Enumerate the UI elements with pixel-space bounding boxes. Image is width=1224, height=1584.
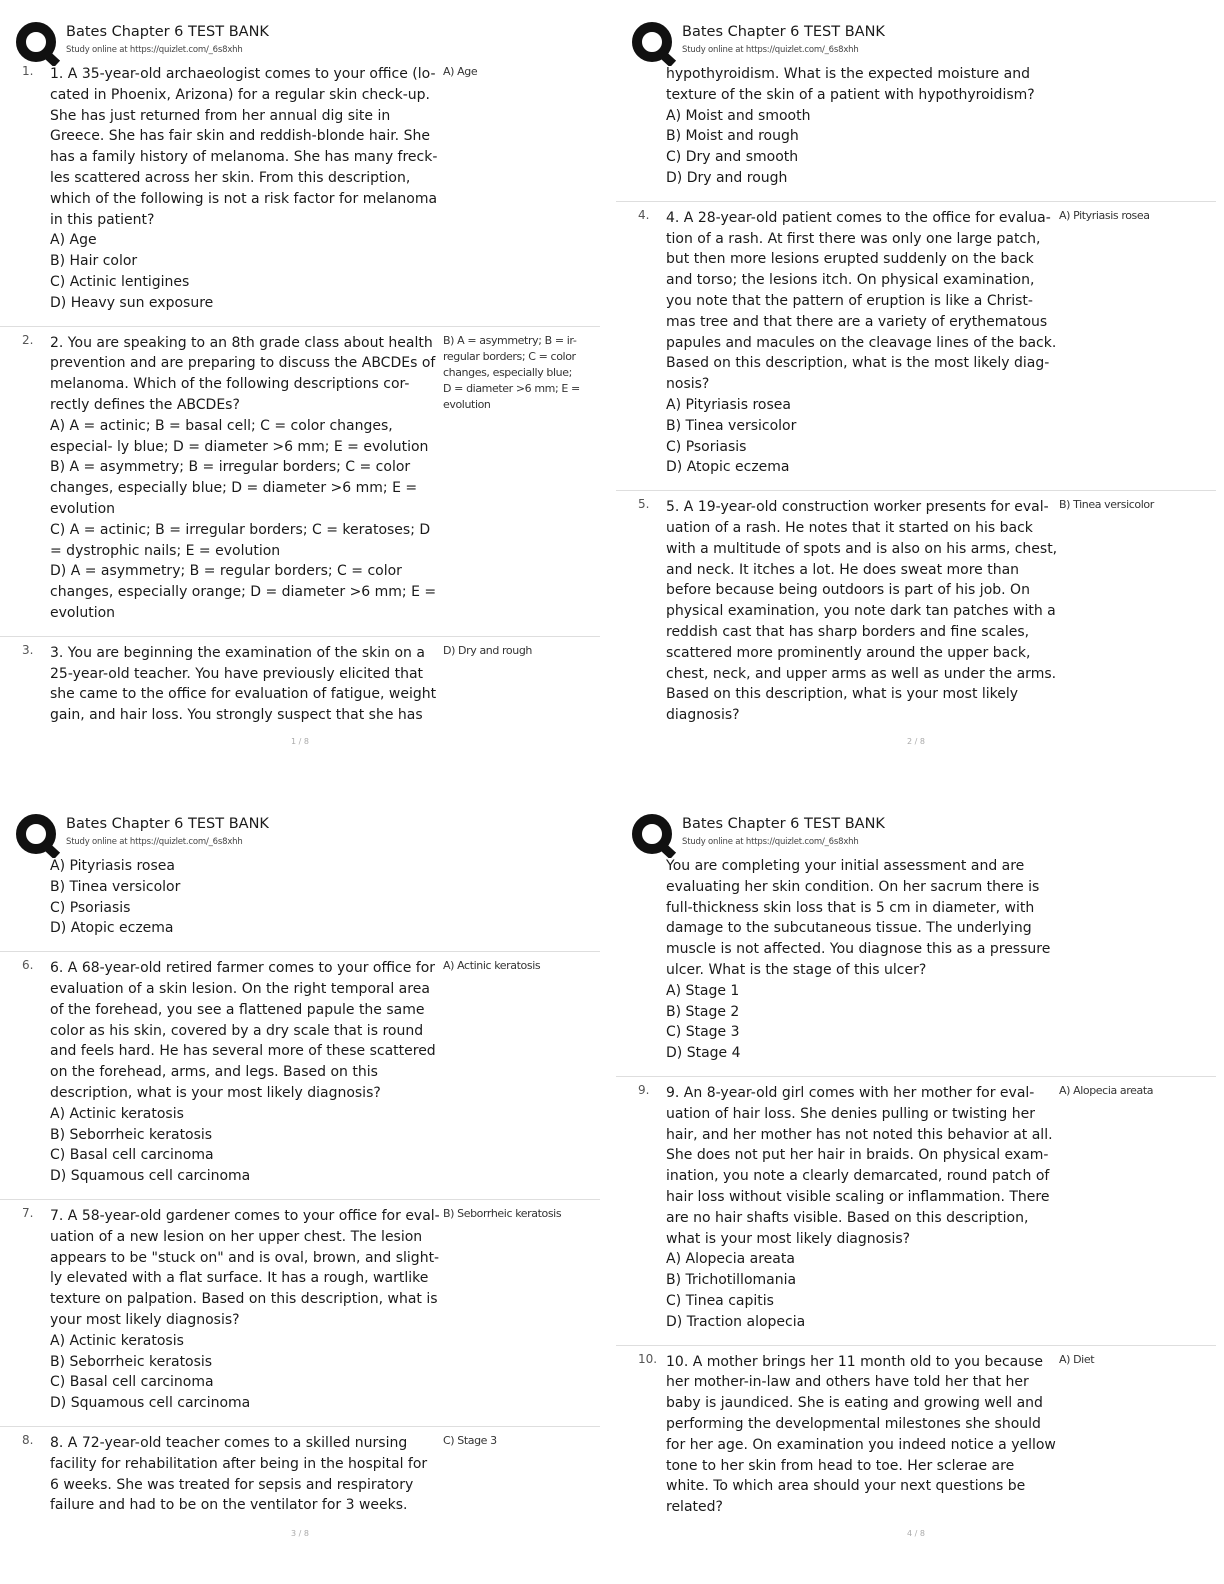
page-3 bbox=[0, 792, 600, 1568]
header-study-link[interactable]: Study online at https://quizlet.com/_6s8xhh bbox=[66, 45, 243, 55]
correct-answer: A) Diet bbox=[1059, 1352, 1095, 1366]
answer-option: A) Actinic keratosis bbox=[50, 1332, 184, 1349]
answer-option: A) Pityriasis rosea bbox=[666, 396, 791, 413]
header-study-link[interactable]: Study online at https://quizlet.com/_6s8xhh bbox=[66, 837, 243, 847]
question-item bbox=[0, 1199, 600, 1426]
question-item bbox=[0, 64, 600, 326]
answer-option: C) Dry and smooth bbox=[666, 149, 799, 166]
question-number: 2. bbox=[22, 332, 34, 347]
answer-option: C) Stage 3 bbox=[666, 1024, 740, 1041]
answer-option: C) Actinic lentigines bbox=[50, 273, 190, 290]
question-text: hypothyroidism. What is the expected moisture and texture of the skin of a patient with hypothyroidism? bbox=[666, 66, 1035, 103]
header-study-link[interactable]: Study online at https://quizlet.com/_6s8xhh bbox=[682, 45, 859, 55]
answer-option: C) Basal cell carcinoma bbox=[50, 1374, 214, 1391]
answer-option: A) Moist and smooth bbox=[666, 107, 811, 124]
question-text: 7. A 58-year-old gardener comes to your office for eval- uation of a new lesion on her upper chest. The lesion appears to be "stuck on" and is oval, brown, and slight- ly elevated with a flat surface. It has a rough, wartlike texture on palpation. Based on this description, what is your most likely diagnosis? bbox=[50, 1207, 440, 1328]
question-text: 5. A 19-year-old construction worker presents for eval- uation of a rash. He notes that it started on his back with a multitude of spots and is also on his arms, chest, and neck. It itches a lot. He does sweat more than before because being outdoors is part of his job. On physical examination, you note dark tan patches with a reddish cast that has sharp borders and fine scales, scattered more prominently around the upper back, chest, neck, and upper arms as well as under the arms. Based on this description, what is your most likely diagnosis? bbox=[666, 499, 1058, 724]
header-study-link[interactable]: Study online at https://quizlet.com/_6s8xhh bbox=[682, 837, 859, 847]
answer-option: B) Seborrheic keratosis bbox=[50, 1353, 213, 1370]
answer-option: D) Heavy sun exposure bbox=[50, 294, 214, 311]
answer-option: B) Moist and rough bbox=[666, 128, 799, 145]
question-text: 4. A 28-year-old patient comes to the office for evalua- tion of a rash. At first there was only one large patch, but then more lesions erupted suddenly on the back and torso; the lesions itch. On physical examination, you note that the pattern of eruption is like a Christ- mas tree and that there are a variety of erythematous papules and macules on the cleavage lines of the back. Based on this description, what is the most likely diag- nosis? bbox=[666, 209, 1057, 393]
correct-answer: A) Alopecia areata bbox=[1059, 1083, 1154, 1097]
page-footer: 2 / 8 bbox=[907, 737, 925, 746]
answer-option: D) Traction alopecia bbox=[666, 1313, 806, 1330]
answer-option: A) Stage 1 bbox=[666, 982, 740, 999]
header-title: Bates Chapter 6 TEST BANK bbox=[682, 816, 885, 832]
answer-option: C) Basal cell carcinoma bbox=[50, 1147, 214, 1164]
answer-option: B) Hair color bbox=[50, 253, 138, 270]
question-item bbox=[0, 636, 600, 738]
answer-option: D) Dry and rough bbox=[666, 169, 788, 186]
quizlet-logo-icon bbox=[16, 22, 60, 66]
header-title: Bates Chapter 6 TEST BANK bbox=[682, 24, 885, 40]
answer-option: D) Squamous cell carcinoma bbox=[50, 1395, 251, 1412]
header-title: Bates Chapter 6 TEST BANK bbox=[66, 24, 269, 40]
answer-option: A) Alopecia areata bbox=[666, 1251, 795, 1268]
answer-option: B) Stage 2 bbox=[666, 1003, 740, 1020]
correct-answer: B) Seborrheic keratosis bbox=[443, 1206, 562, 1220]
answer-option: B) Tinea versicolor bbox=[666, 417, 797, 434]
answer-option: B) Trichotillomania bbox=[666, 1272, 797, 1289]
answer-option: C) Psoriasis bbox=[50, 899, 131, 916]
answer-option: C) Tinea capitis bbox=[666, 1292, 774, 1309]
correct-answer: A) Age bbox=[443, 65, 478, 78]
question-text: 1. A 35-year-old archaeologist comes to your office (lo- cated in Phoenix, Arizona) for a regular skin check-up. She has just returned from her annual dig site in Greece. She has fair skin and reddish-blonde hair. She has a family history of melanoma. She has many freck- les scattered across her skin. From this description, which of the following is not a risk factor for melanoma in this patient? bbox=[50, 66, 438, 228]
question-text: 8. A 72-year-old teacher comes to a skilled nursing facility for rehabilitation after being in the hospital for 6 weeks. She was treated for sepsis and respiratory failure and had to be on the ventilator for 3 weeks. bbox=[50, 1434, 428, 1514]
question-number: 4. bbox=[638, 207, 650, 222]
question-number: 9. bbox=[638, 1082, 650, 1097]
question-number: 1. bbox=[22, 64, 34, 78]
question-item bbox=[616, 64, 1216, 201]
answer-option: B) Seborrheic keratosis bbox=[50, 1126, 213, 1143]
answer-option: D) Atopic eczema bbox=[666, 459, 790, 476]
header-title: Bates Chapter 6 TEST BANK bbox=[66, 816, 269, 832]
page-4 bbox=[616, 792, 1216, 1568]
question-item bbox=[0, 856, 600, 951]
question-number: 10. bbox=[638, 1351, 658, 1366]
correct-answer: D) Dry and rough bbox=[443, 643, 532, 657]
correct-answer: A) Actinic keratosis bbox=[443, 959, 541, 973]
answer-option: B) A = asymmetry; B = irregular borders; C = color changes, especially blue; D = diameter >6 mm; E = evolution bbox=[50, 459, 418, 517]
question-item bbox=[616, 490, 1216, 738]
quizlet-logo-icon bbox=[16, 814, 60, 858]
question-text: You are completing your initial assessment and are evaluating her skin condition. On her sacrum there is full-thickness skin loss that is 5 cm in diameter, with damage to the subcutaneous tissue. The underlying muscle is not affected. You diagnose this as a pressure ulcer. What is the stage of this ulcer? bbox=[666, 858, 1051, 978]
page-footer: 1 / 8 bbox=[291, 737, 309, 746]
quizlet-logo-icon bbox=[632, 22, 676, 66]
question-item bbox=[0, 326, 600, 636]
page-footer: 4 / 8 bbox=[907, 1529, 925, 1538]
question-number: 6. bbox=[22, 958, 34, 973]
question-text: 9. An 8-year-old girl comes with her mother for eval- uation of hair loss. She denies pulling or twisting her hair, and her mother has not noted this behavior at all. She does not put her hair in braids. On physical exam- ination, you note a clearly demarcated, round patch of hair loss without visible scaling or inflammation. There are no hair shafts visible. Based on this description, what is your most likely diagnosis? bbox=[666, 1084, 1053, 1247]
answer-option: C) Psoriasis bbox=[666, 438, 747, 455]
question-number: 8. bbox=[22, 1432, 34, 1447]
page-2 bbox=[616, 0, 1216, 776]
correct-answer: B) A = asymmetry; B = ir- regular borders; C = color changes, especially blue; D = diameter >6 mm; E = evolution bbox=[443, 333, 580, 411]
page-1 bbox=[0, 0, 600, 776]
answer-option: A) Actinic keratosis bbox=[50, 1105, 184, 1122]
answer-option: D) Atopic eczema bbox=[50, 920, 174, 937]
page-footer: 3 / 8 bbox=[291, 1529, 309, 1538]
answer-option: B) Tinea versicolor bbox=[50, 878, 181, 895]
answer-option: A) Pityriasis rosea bbox=[50, 858, 175, 874]
question-number: 7. bbox=[22, 1205, 34, 1220]
correct-answer: B) Tinea versicolor bbox=[1059, 498, 1154, 512]
question-item bbox=[616, 201, 1216, 490]
question-item bbox=[0, 1426, 600, 1528]
question-item bbox=[616, 1345, 1216, 1530]
question-item bbox=[0, 951, 600, 1199]
question-item bbox=[616, 856, 1216, 1076]
question-item bbox=[616, 1076, 1216, 1345]
question-number: 3. bbox=[22, 642, 34, 657]
answer-option: A) A = actinic; B = basal cell; C = color changes, especial- ly blue; D = diameter >6 mm; E = evolution bbox=[50, 417, 429, 455]
question-text: 6. A 68-year-old retired farmer comes to your office for evaluation of a skin lesion. On the right temporal area of the forehead, you see a flattened papule the same color as his skin, covered by a dry scale that is round and feels hard. He has several more of these scattered on the forehead, arms, and legs. Based on this description, what is your most likely diagnosis? bbox=[50, 960, 436, 1101]
answer-option: D) A = asymmetry; B = regular borders; C = color changes, especially orange; D = diameter >6 mm; E = evolution bbox=[50, 563, 437, 621]
question-text: 3. You are beginning the examination of the skin on a 25-year-old teacher. You have previously elicited that she came to the office for evaluation of fatigue, weight gain, and hair loss. You strongly suspect that she has bbox=[50, 644, 437, 724]
question-number: 5. bbox=[638, 497, 650, 512]
answer-option: C) A = actinic; B = irregular borders; C = keratoses; D = dystrophic nails; E = evolution bbox=[50, 521, 431, 559]
question-text: 2. You are speaking to an 8th grade class about health prevention and are preparing to discuss the ABCDEs of melanoma. Which of the following descriptions cor- rectly defines the ABCDEs? bbox=[50, 334, 436, 413]
question-text: 10. A mother brings her 11 month old to you because her mother-in-law and others have told her that her baby is jaundiced. She is eating and growing well and performing the developmental milestones she should for her age. On examination you indeed notice a yellow tone to her skin from head to toe. Her sclerae are white. To which area should your next questions be related? bbox=[666, 1353, 1056, 1516]
answer-option: D) Squamous cell carcinoma bbox=[50, 1168, 251, 1185]
quizlet-logo-icon bbox=[632, 814, 676, 858]
answer-option: A) Age bbox=[50, 232, 97, 249]
correct-answer: C) Stage 3 bbox=[443, 1433, 497, 1447]
correct-answer: A) Pityriasis rosea bbox=[1059, 208, 1150, 222]
answer-option: D) Stage 4 bbox=[666, 1045, 741, 1062]
